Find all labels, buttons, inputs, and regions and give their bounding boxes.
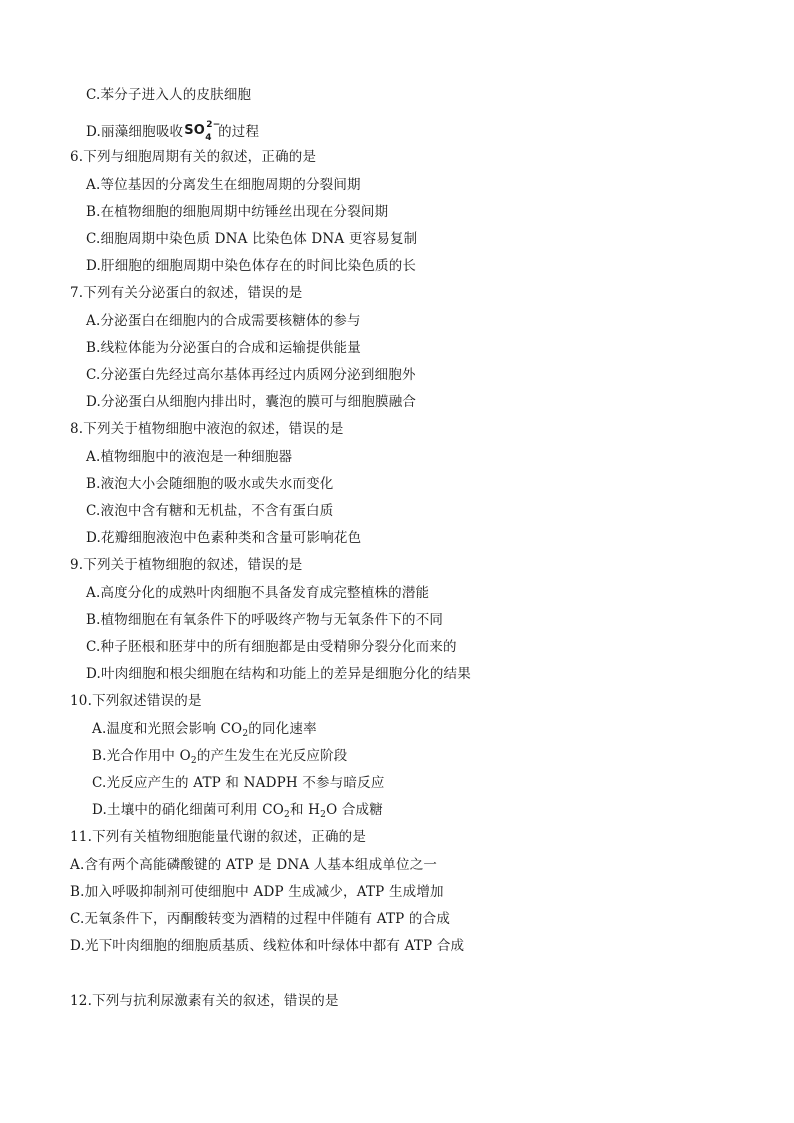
q7-option-c: C.分泌蛋白先经过高尔基体再经过内质网分泌到细胞外 bbox=[86, 367, 416, 383]
q10-d-mid: 和 H bbox=[289, 802, 321, 818]
q11-option-a: A.含有两个高能磷酸键的 ATP 是 DNA 人基本组成单位之一 bbox=[70, 857, 438, 873]
subscript: 2 bbox=[242, 729, 249, 739]
q11-option-c: C.无氧条件下，丙酮酸转变为酒精的过程中伴随有 ATP 的合成 bbox=[70, 911, 451, 927]
q11-option-b: B.加入呼吸抑制剂可使细胞中 ADP 生成减少，ATP 生成增加 bbox=[70, 884, 444, 900]
q10-d-text: D.土壤中的硝化细菌可利用 CO bbox=[92, 802, 285, 818]
q7-option-b: B.线粒体能为分泌蛋白的合成和运输提供能量 bbox=[86, 340, 361, 356]
q9-option-d: D.叶肉细胞和根尖细胞在结构和功能上的差异是细胞分化的结果 bbox=[86, 666, 471, 682]
q10-d-tail: O 合成糖 bbox=[326, 802, 383, 818]
formula-base: SO bbox=[184, 123, 206, 138]
q10-a-text: A.温度和光照会影响 CO bbox=[92, 721, 243, 737]
q8-option-d: D.花瓣细胞液泡中色素种类和含量可影响花色 bbox=[86, 530, 362, 546]
q7-stem: 7.下列有关分泌蛋白的叙述，错误的是 bbox=[70, 285, 303, 301]
q5-option-d bbox=[86, 122, 259, 141]
q9-stem: 9.下列关于植物细胞的叙述，错误的是 bbox=[70, 557, 303, 573]
q11-stem: 11.下列有关植物细胞能量代谢的叙述，正确的是 bbox=[70, 829, 367, 845]
formula-superscript: 2− bbox=[206, 120, 221, 130]
q10-a-tail: 的同化速率 bbox=[248, 721, 317, 737]
q5-option-d-tail: 的过程 bbox=[218, 124, 260, 140]
q10-option-a bbox=[92, 720, 317, 743]
q6-option-a: A.等位基因的分离发生在细胞周期的分裂间期 bbox=[86, 177, 361, 193]
q5-option-c: C.苯分子进入人的皮肤细胞 bbox=[86, 87, 252, 103]
q8-stem: 8.下列关于植物细胞中液泡的叙述，错误的是 bbox=[70, 421, 344, 437]
q6-option-b: B.在植物细胞的细胞周期中纺锤丝出现在分裂间期 bbox=[86, 204, 389, 220]
q9-option-c: C.种子胚根和胚芽中的所有细胞都是由受精卵分裂分化而来的 bbox=[86, 639, 457, 655]
q10-option-d bbox=[92, 801, 383, 824]
q9-option-a: A.高度分化的成熟叶肉细胞不具备发育成完整植株的潜能 bbox=[86, 585, 430, 601]
q10-option-c: C.光反应产生的 ATP 和 NADPH 不参与暗反应 bbox=[92, 775, 385, 791]
subscript: 2 bbox=[320, 810, 327, 820]
q6-stem: 6.下列与细胞周期有关的叙述，正确的是 bbox=[70, 149, 317, 165]
q10-b-tail: 的产生发生在光反应阶段 bbox=[196, 748, 348, 764]
q12-stem: 12.下列与抗利尿激素有关的叙述，错误的是 bbox=[70, 993, 339, 1009]
q7-option-d: D.分泌蛋白从细胞内排出时，囊泡的膜可与细胞膜融合 bbox=[86, 394, 417, 410]
q8-option-b: B.液泡大小会随细胞的吸水或失水而变化 bbox=[86, 476, 334, 492]
subscript: 2 bbox=[284, 810, 290, 820]
q10-b-text: B.光合作用中 O bbox=[92, 748, 191, 764]
subscript: 2 bbox=[190, 756, 197, 766]
q8-option-a: A.植物细胞中的液泡是一种细胞器 bbox=[86, 449, 293, 465]
q10-option-b bbox=[92, 747, 348, 770]
q6-option-c: C.细胞周期中染色质 DNA 比染色体 DNA 更容易复制 bbox=[86, 231, 418, 247]
formula-subscript: 4 bbox=[205, 133, 212, 143]
sulfate-formula bbox=[184, 120, 221, 143]
q9-option-b: B.植物细胞在有氧条件下的呼吸终产物与无氧条件下的不同 bbox=[86, 612, 444, 628]
q5-option-d-text: D.丽藻细胞吸收 bbox=[86, 124, 184, 140]
q11-option-d: D.光下叶肉细胞的细胞质基质、线粒体和叶绿体中都有 ATP 合成 bbox=[70, 938, 465, 954]
q10-stem: 10.下列叙述错误的是 bbox=[70, 693, 202, 709]
q8-option-c: C.液泡中含有糖和无机盐，不含有蛋白质 bbox=[86, 503, 334, 519]
q7-option-a: A.分泌蛋白在细胞内的合成需要核糖体的参与 bbox=[86, 313, 361, 329]
q6-option-d: D.肝细胞的细胞周期中染色体存在的时间比染色质的长 bbox=[86, 258, 417, 274]
